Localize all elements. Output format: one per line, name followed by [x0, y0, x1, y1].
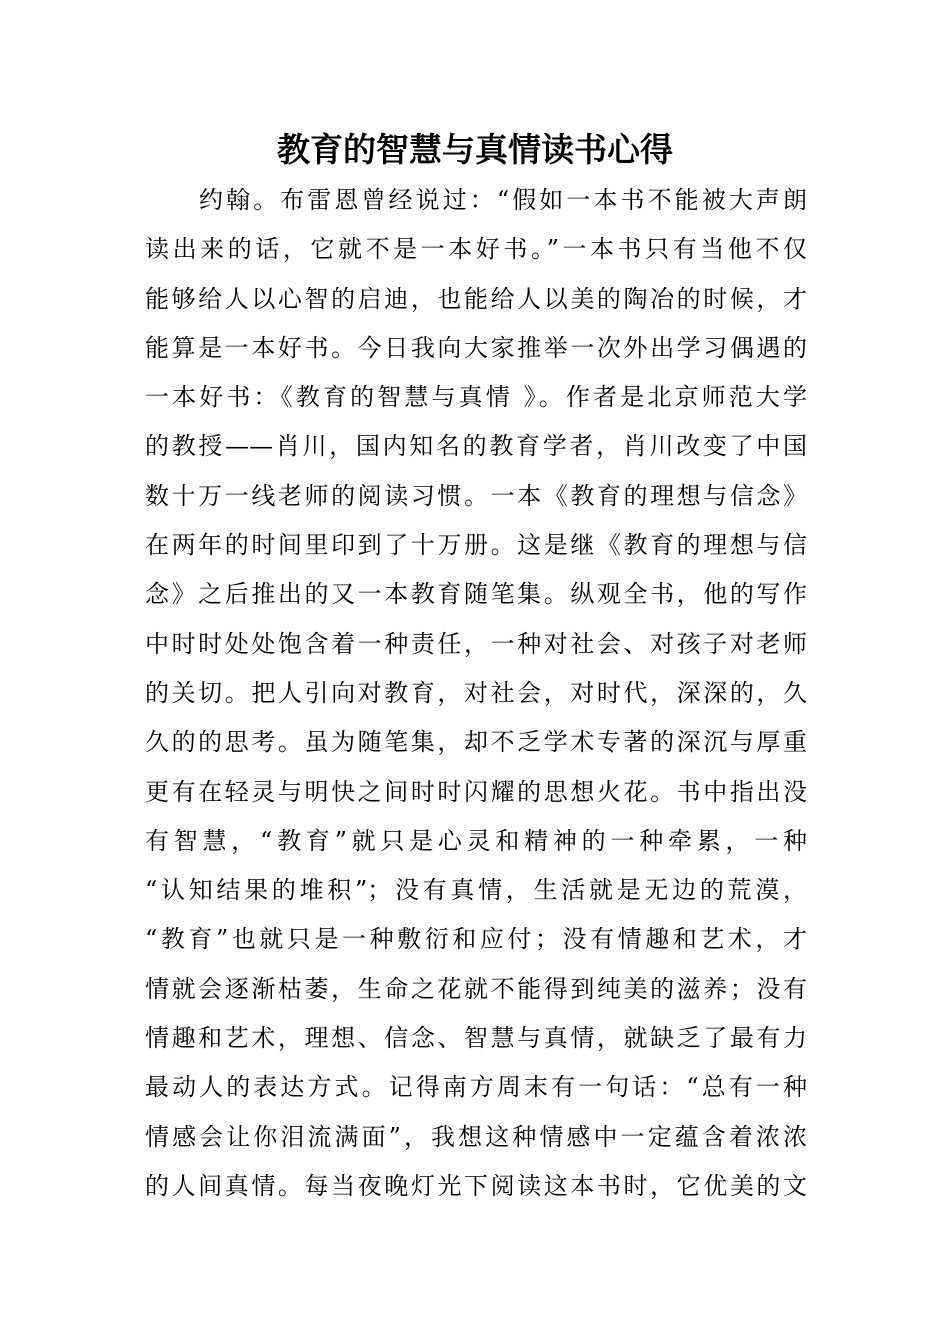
text-line: “教育”也就只是一种敷衍和应付；没有情趣和艺术，才: [145, 925, 807, 954]
text-line: 在两年的时间里印到了十万册。这是继《教育的理想与信: [145, 531, 807, 560]
text-line: 的人间真情。每当夜晚灯光下阅读这本书时，它优美的文: [145, 1171, 807, 1200]
text-line: 数十万一线老师的阅读习惯。一本《教育的理想与信念》: [145, 481, 807, 510]
document-body: [145, 176, 807, 1211]
text-line: 情感会让你泪流满面”，我想这种情感中一定蕴含着浓浓: [145, 1122, 807, 1151]
text-line: 读出来的话，它就不是一本好书。”一本书只有当他不仅: [145, 235, 807, 264]
text-line: 能算是一本好书。今日我向大家推举一次外出学习偶遇的: [145, 333, 807, 362]
text-line: 有智慧，“教育”就只是心灵和精神的一种牵累，一种: [145, 826, 807, 855]
text-line: 念》之后推出的又一本教育随笔集。纵观全书，他的写作: [145, 580, 807, 609]
text-line: 的关切。把人引向对教育，对社会，对时代，深深的，久: [145, 678, 807, 707]
text-line: “认知结果的堆积”；没有真情，生活就是无边的荒漠，: [145, 876, 807, 905]
text-line: 能够给人以心智的启迪，也能给人以美的陶冶的时候，才: [145, 284, 807, 313]
document-title: 教育的智慧与真情读书心得: [277, 130, 673, 169]
text-line: 最动人的表达方式。记得南方周末有一句话：“总有一种: [145, 1073, 807, 1102]
text-line: 情就会逐渐枯萎，生命之花就不能得到纯美的滋养；没有: [145, 974, 807, 1003]
text-line: 更有在轻灵与明快之间时时闪耀的思想火花。书中指出没: [145, 777, 807, 806]
text-line: 中时时处处饱含着一种责任，一种对社会、对孩子对老师: [145, 629, 807, 658]
text-line: 约翰。布雷恩曾经说过：“假如一本书不能被大声朗: [199, 186, 807, 214]
text-line: 久的的思考。虽为随笔集，却不乏学术专著的深沉与厚重: [145, 728, 807, 757]
text-line: 一本好书：《教育的智慧与真情 》。作者是北京师范大学: [145, 383, 807, 412]
text-line: 情趣和艺术，理想、信念、智慧与真情，就缺乏了最有力: [145, 1024, 807, 1053]
text-line: 的教授——肖川，国内知名的教育学者，肖川改变了中国: [145, 432, 807, 461]
